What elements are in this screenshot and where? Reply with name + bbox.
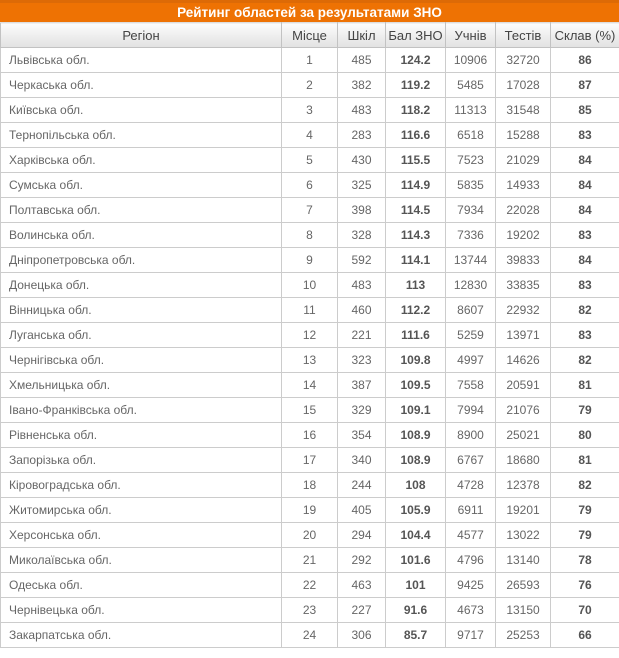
- students-cell: 8607: [446, 298, 496, 323]
- tests-cell: 13150: [496, 598, 551, 623]
- region-cell: Волинська обл.: [1, 223, 282, 248]
- place-cell: 15: [282, 398, 338, 423]
- tests-cell: 26593: [496, 573, 551, 598]
- schools-cell: 221: [338, 323, 386, 348]
- score-cell: 112.2: [386, 298, 446, 323]
- schools-cell: 325: [338, 173, 386, 198]
- passed-cell: 76: [551, 573, 619, 598]
- place-cell: 2: [282, 73, 338, 98]
- region-cell: Львівська обл.: [1, 48, 282, 73]
- passed-cell: 84: [551, 248, 619, 273]
- region-cell: Хмельницька обл.: [1, 373, 282, 398]
- place-cell: 11: [282, 298, 338, 323]
- tests-cell: 14626: [496, 348, 551, 373]
- score-cell: 109.1: [386, 398, 446, 423]
- column-header-score: Бал ЗНО: [386, 23, 446, 48]
- header-row: [1, 23, 619, 48]
- table-row: [1, 248, 619, 273]
- schools-cell: 283: [338, 123, 386, 148]
- tests-cell: 14933: [496, 173, 551, 198]
- tests-cell: 15288: [496, 123, 551, 148]
- table-row: [1, 273, 619, 298]
- table-row: [1, 523, 619, 548]
- table-row: [1, 198, 619, 223]
- passed-cell: 81: [551, 373, 619, 398]
- schools-cell: 398: [338, 198, 386, 223]
- students-cell: 10906: [446, 48, 496, 73]
- passed-cell: 82: [551, 298, 619, 323]
- region-cell: Черкаська обл.: [1, 73, 282, 98]
- place-cell: 23: [282, 598, 338, 623]
- region-cell: Харківська обл.: [1, 148, 282, 173]
- region-cell: Івано-Франківська обл.: [1, 398, 282, 423]
- table-row: [1, 323, 619, 348]
- students-cell: 4728: [446, 473, 496, 498]
- table-row: [1, 598, 619, 623]
- students-cell: 5835: [446, 173, 496, 198]
- place-cell: 20: [282, 523, 338, 548]
- passed-cell: 84: [551, 198, 619, 223]
- students-cell: 4577: [446, 523, 496, 548]
- students-cell: 9425: [446, 573, 496, 598]
- students-cell: 12830: [446, 273, 496, 298]
- passed-cell: 66: [551, 623, 619, 648]
- passed-cell: 84: [551, 173, 619, 198]
- table-row: [1, 298, 619, 323]
- tests-cell: 21029: [496, 148, 551, 173]
- passed-cell: 78: [551, 548, 619, 573]
- score-cell: 116.6: [386, 123, 446, 148]
- schools-cell: 328: [338, 223, 386, 248]
- passed-cell: 70: [551, 598, 619, 623]
- region-cell: Полтавська обл.: [1, 198, 282, 223]
- students-cell: 7523: [446, 148, 496, 173]
- students-cell: 13744: [446, 248, 496, 273]
- score-cell: 114.5: [386, 198, 446, 223]
- score-cell: 101: [386, 573, 446, 598]
- place-cell: 18: [282, 473, 338, 498]
- schools-cell: 483: [338, 273, 386, 298]
- region-cell: Житомирська обл.: [1, 498, 282, 523]
- score-cell: 113: [386, 273, 446, 298]
- passed-cell: 87: [551, 73, 619, 98]
- score-cell: 114.9: [386, 173, 446, 198]
- students-cell: 8900: [446, 423, 496, 448]
- region-cell: Вінницька обл.: [1, 298, 282, 323]
- passed-cell: 84: [551, 148, 619, 173]
- tests-cell: 20591: [496, 373, 551, 398]
- table-row: [1, 173, 619, 198]
- region-cell: Донецька обл.: [1, 273, 282, 298]
- tests-cell: 39833: [496, 248, 551, 273]
- tests-cell: 13971: [496, 323, 551, 348]
- place-cell: 13: [282, 348, 338, 373]
- column-header-schools: Шкіл: [338, 23, 386, 48]
- table-row: [1, 448, 619, 473]
- passed-cell: 83: [551, 273, 619, 298]
- passed-cell: 79: [551, 523, 619, 548]
- place-cell: 10: [282, 273, 338, 298]
- tests-cell: 32720: [496, 48, 551, 73]
- score-cell: 105.9: [386, 498, 446, 523]
- region-cell: Миколаївська обл.: [1, 548, 282, 573]
- score-cell: 119.2: [386, 73, 446, 98]
- region-cell: Тернопільська обл.: [1, 123, 282, 148]
- schools-cell: 405: [338, 498, 386, 523]
- students-cell: 6518: [446, 123, 496, 148]
- place-cell: 24: [282, 623, 338, 648]
- place-cell: 1: [282, 48, 338, 73]
- region-cell: Луганська обл.: [1, 323, 282, 348]
- students-cell: 6911: [446, 498, 496, 523]
- students-cell: 5259: [446, 323, 496, 348]
- table-body: [1, 48, 619, 648]
- table-row: [1, 373, 619, 398]
- tests-cell: 19202: [496, 223, 551, 248]
- table-row: [1, 98, 619, 123]
- passed-cell: 86: [551, 48, 619, 73]
- tests-cell: 13140: [496, 548, 551, 573]
- score-cell: 91.6: [386, 598, 446, 623]
- schools-cell: 306: [338, 623, 386, 648]
- schools-cell: 323: [338, 348, 386, 373]
- tests-cell: 21076: [496, 398, 551, 423]
- bottom-spacer: [0, 648, 619, 658]
- region-cell: Рівненська обл.: [1, 423, 282, 448]
- passed-cell: 79: [551, 398, 619, 423]
- place-cell: 9: [282, 248, 338, 273]
- schools-cell: 485: [338, 48, 386, 73]
- column-header-place: Місце: [282, 23, 338, 48]
- tests-cell: 33835: [496, 273, 551, 298]
- tests-cell: 17028: [496, 73, 551, 98]
- table-row: [1, 223, 619, 248]
- students-cell: 6767: [446, 448, 496, 473]
- region-cell: Київська обл.: [1, 98, 282, 123]
- place-cell: 22: [282, 573, 338, 598]
- schools-cell: 294: [338, 523, 386, 548]
- region-cell: Сумська обл.: [1, 173, 282, 198]
- table-row: [1, 348, 619, 373]
- table-row: [1, 473, 619, 498]
- passed-cell: 85: [551, 98, 619, 123]
- score-cell: 109.8: [386, 348, 446, 373]
- schools-cell: 292: [338, 548, 386, 573]
- score-cell: 104.4: [386, 523, 446, 548]
- schools-cell: 460: [338, 298, 386, 323]
- passed-cell: 83: [551, 123, 619, 148]
- passed-cell: 79: [551, 498, 619, 523]
- region-cell: Чернівецька обл.: [1, 598, 282, 623]
- students-cell: 4673: [446, 598, 496, 623]
- students-cell: 4796: [446, 548, 496, 573]
- score-cell: 124.2: [386, 48, 446, 73]
- score-cell: 114.1: [386, 248, 446, 273]
- region-cell: Закарпатська обл.: [1, 623, 282, 648]
- table-row: [1, 123, 619, 148]
- region-cell: Дніпропетровська обл.: [1, 248, 282, 273]
- schools-cell: 483: [338, 98, 386, 123]
- schools-cell: 430: [338, 148, 386, 173]
- passed-cell: 80: [551, 423, 619, 448]
- students-cell: 7336: [446, 223, 496, 248]
- page-title: Рейтинг областей за результатами ЗНО: [0, 0, 619, 22]
- passed-cell: 82: [551, 473, 619, 498]
- table-row: [1, 398, 619, 423]
- place-cell: 19: [282, 498, 338, 523]
- rating-table: [0, 22, 619, 648]
- schools-cell: 463: [338, 573, 386, 598]
- region-cell: Кіровоградська обл.: [1, 473, 282, 498]
- score-cell: 108.9: [386, 423, 446, 448]
- tests-cell: 25253: [496, 623, 551, 648]
- table-row: [1, 48, 619, 73]
- passed-cell: 83: [551, 223, 619, 248]
- table-row: [1, 498, 619, 523]
- table-row: [1, 73, 619, 98]
- place-cell: 8: [282, 223, 338, 248]
- students-cell: 7934: [446, 198, 496, 223]
- students-cell: 9717: [446, 623, 496, 648]
- schools-cell: 387: [338, 373, 386, 398]
- score-cell: 114.3: [386, 223, 446, 248]
- place-cell: 14: [282, 373, 338, 398]
- students-cell: 5485: [446, 73, 496, 98]
- tests-cell: 12378: [496, 473, 551, 498]
- schools-cell: 354: [338, 423, 386, 448]
- place-cell: 7: [282, 198, 338, 223]
- column-header-region: Регіон: [1, 23, 282, 48]
- tests-cell: 25021: [496, 423, 551, 448]
- schools-cell: 244: [338, 473, 386, 498]
- place-cell: 5: [282, 148, 338, 173]
- schools-cell: 227: [338, 598, 386, 623]
- tests-cell: 13022: [496, 523, 551, 548]
- schools-cell: 340: [338, 448, 386, 473]
- score-cell: 111.6: [386, 323, 446, 348]
- tests-cell: 22028: [496, 198, 551, 223]
- score-cell: 115.5: [386, 148, 446, 173]
- place-cell: 4: [282, 123, 338, 148]
- table-row: [1, 423, 619, 448]
- region-cell: Херсонська обл.: [1, 523, 282, 548]
- students-cell: 11313: [446, 98, 496, 123]
- score-cell: 118.2: [386, 98, 446, 123]
- schools-cell: 592: [338, 248, 386, 273]
- schools-cell: 382: [338, 73, 386, 98]
- place-cell: 6: [282, 173, 338, 198]
- score-cell: 85.7: [386, 623, 446, 648]
- place-cell: 21: [282, 548, 338, 573]
- region-cell: Запорізька обл.: [1, 448, 282, 473]
- table-row: [1, 623, 619, 648]
- table-row: [1, 148, 619, 173]
- tests-cell: 22932: [496, 298, 551, 323]
- tests-cell: 18680: [496, 448, 551, 473]
- place-cell: 16: [282, 423, 338, 448]
- score-cell: 108: [386, 473, 446, 498]
- students-cell: 4997: [446, 348, 496, 373]
- place-cell: 12: [282, 323, 338, 348]
- place-cell: 17: [282, 448, 338, 473]
- column-header-passed: Склав (%): [551, 23, 619, 48]
- column-header-tests: Тестів: [496, 23, 551, 48]
- table-row: [1, 548, 619, 573]
- score-cell: 109.5: [386, 373, 446, 398]
- students-cell: 7994: [446, 398, 496, 423]
- tests-cell: 31548: [496, 98, 551, 123]
- place-cell: 3: [282, 98, 338, 123]
- tests-cell: 19201: [496, 498, 551, 523]
- region-cell: Одеська обл.: [1, 573, 282, 598]
- score-cell: 108.9: [386, 448, 446, 473]
- students-cell: 7558: [446, 373, 496, 398]
- table-row: [1, 573, 619, 598]
- schools-cell: 329: [338, 398, 386, 423]
- passed-cell: 81: [551, 448, 619, 473]
- passed-cell: 82: [551, 348, 619, 373]
- region-cell: Чернігівська обл.: [1, 348, 282, 373]
- column-header-students: Учнів: [446, 23, 496, 48]
- passed-cell: 83: [551, 323, 619, 348]
- score-cell: 101.6: [386, 548, 446, 573]
